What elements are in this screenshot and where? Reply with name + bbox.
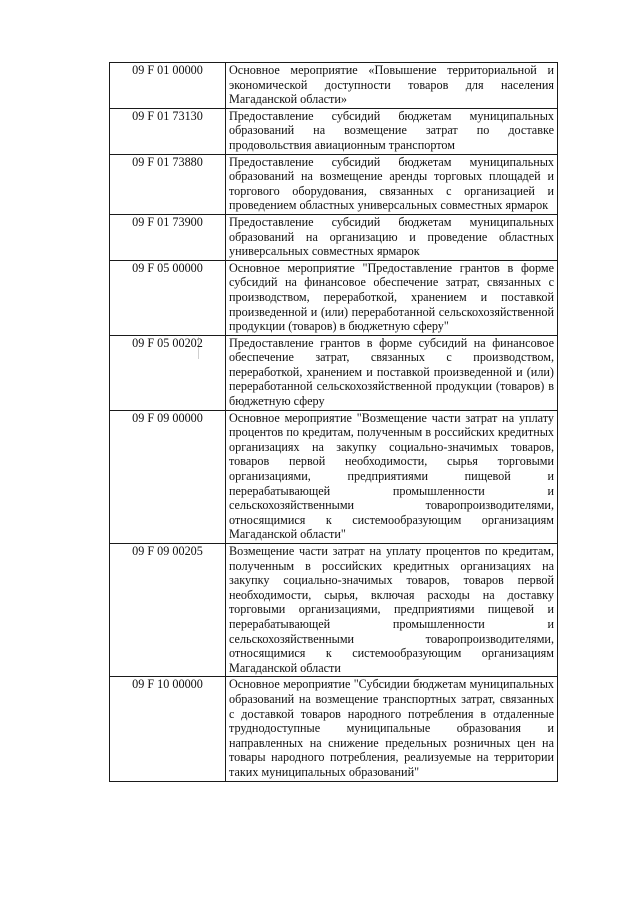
table-row (110, 154, 558, 214)
row-code: 09 F 09 00000 (110, 410, 226, 543)
row-code: 09 F 01 73900 (110, 214, 226, 260)
row-code: 09 F 05 00000 (110, 260, 226, 335)
row-description: Предоставление субсидий бюджетам муниципальных образований на возмещение затрат по доставке продовольствия авиационным транспортом (226, 108, 558, 154)
table-body (110, 63, 558, 782)
table-row (110, 335, 558, 410)
row-description: Основное мероприятие «Повышение территориальной и экономической доступности товаров для населения Магаданской области» (226, 63, 558, 109)
row-code: 09 F 01 73880 (110, 154, 226, 214)
row-code: 09 F 01 73130 (110, 108, 226, 154)
row-description: Основное мероприятие "Предоставление грантов в форме субсидий на финансовое обеспечение затрат, связанных с производством, переработкой, хранением и поставкой произведенной и (или) переработанной сельскохозяйственной продукции (товаров) в бюджетную сферу" (226, 260, 558, 335)
table-row (110, 260, 558, 335)
row-description: Возмещение части затрат на уплату процентов по кредитам, полученным в российских кредитных организациях на закупку социально-значимых товаров, товаров первой необходимости, сырья, включая расходы на доставку торговыми организациями, предприятиями пищевой и перерабатывающей промышленности и сельскохозяйственными товаропроизводителями, относящимися к системообразующим организациям Магаданской области (226, 544, 558, 677)
budget-classification-table (109, 62, 558, 782)
row-description: Предоставление субсидий бюджетам муниципальных образований на организацию и проведение областных универсальных совместных ярмарок (226, 214, 558, 260)
row-code: 09 F 05 00202 (110, 335, 226, 410)
row-description: Предоставление субсидий бюджетам муниципальных образований на возмещение аренды торговых площадей и торгового оборудования, связанных с организацией и проведением областных универсальных совместных ярмарок (226, 154, 558, 214)
row-description: Основное мероприятие "Возмещение части затрат на уплату процентов по кредитам, полученным в российских кредитных организациях на закупку социально-значимых товаров, товаров первой необходимости, сырья торговыми организациями, предприятиями пищевой и перерабатывающей промышленности и сельскохозяйственными товаропроизводителями, относящимися к системообразующим организациям Магаданской области" (226, 410, 558, 543)
table-row (110, 214, 558, 260)
table-row (110, 677, 558, 781)
table-row (110, 544, 558, 677)
table-row (110, 108, 558, 154)
row-code: 09 F 10 00000 (110, 677, 226, 781)
row-code: 09 F 09 00205 (110, 544, 226, 677)
row-code: 09 F 01 00000 (110, 63, 226, 109)
table-row (110, 410, 558, 543)
row-description: Предоставление грантов в форме субсидий на финансовое обеспечение затрат, связанных с производством, переработкой, хранением и поставкой произведенной и (или) переработанной сельскохозяйственной продукции (товаров) в бюджетную сферу (226, 335, 558, 410)
row-description: Основное мероприятие "Субсидии бюджетам муниципальных образований на возмещение транспортных затрат, связанных с доставкой товаров народного потребления в отдаленные труднодоступные муниципальные образования и направленных на снижение предельных розничных цен на товары народного потребления, реализуемые на территории таких муниципальных образований" (226, 677, 558, 781)
table-row (110, 63, 558, 109)
